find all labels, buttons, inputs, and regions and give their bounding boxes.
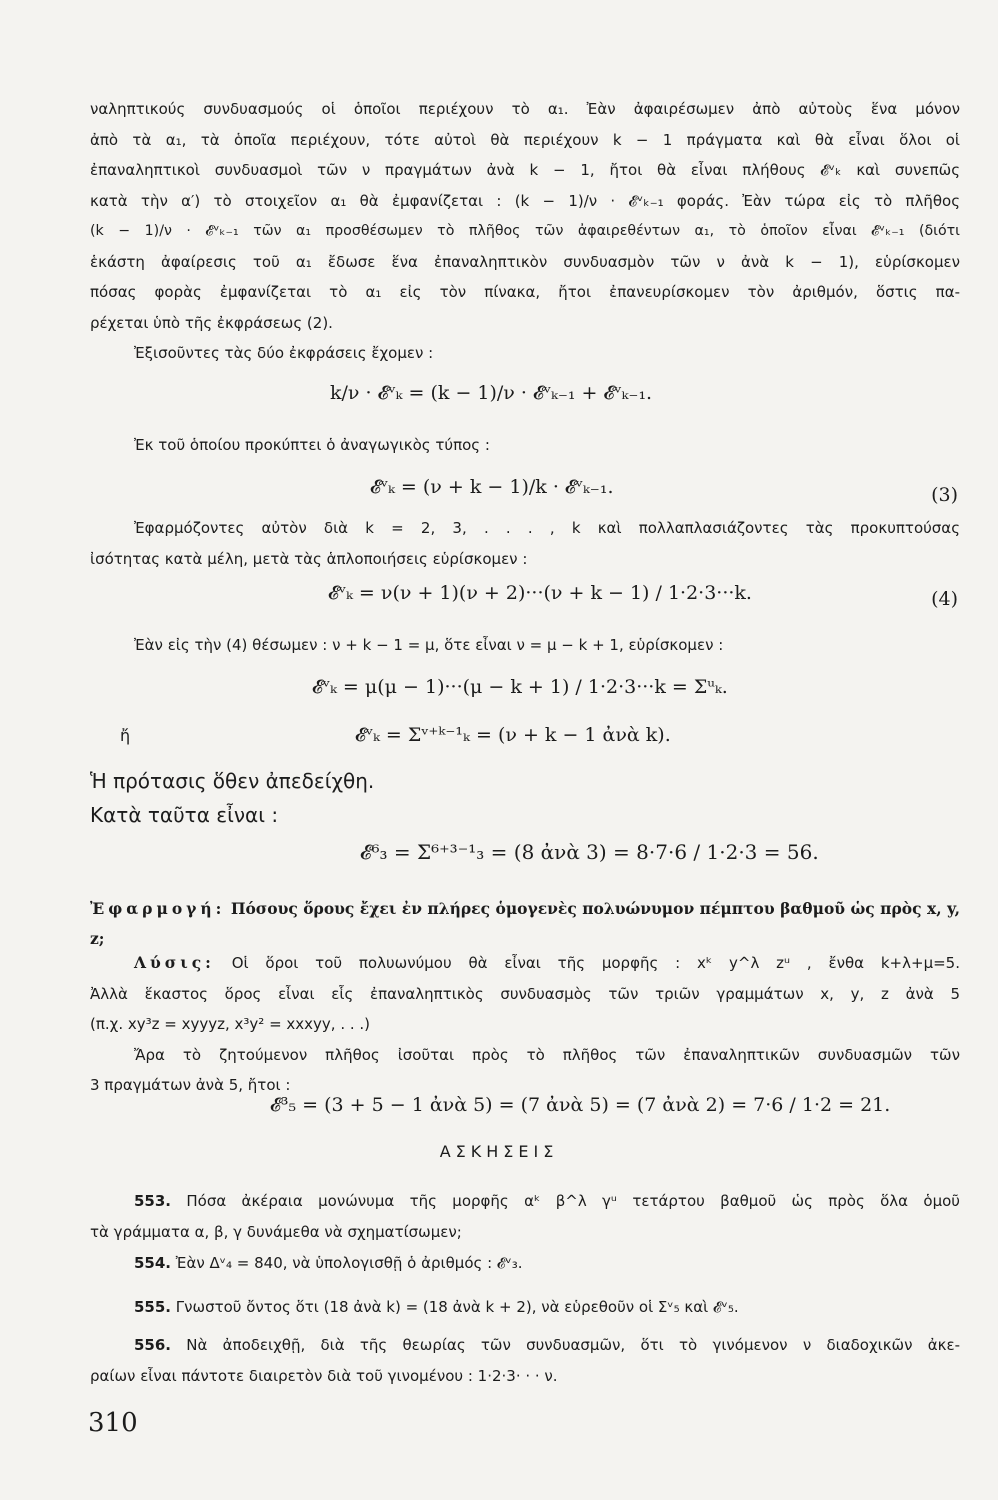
exercise-line	[90, 1330, 960, 1361]
exercise-556	[90, 1330, 960, 1391]
exercise-number: 556.	[134, 1336, 172, 1354]
text-line: 3 πραγμάτων ἀνὰ 5, ἤτοι :	[90, 1076, 291, 1094]
exercise-line	[90, 1248, 960, 1279]
text-line: πόσας φορὰς ἐμφανίζεται τὸ α₁ εἰς τὸν πίνακα, ἤτοι ἐπανευρίσκομεν τὸν ἀριθμόν, ὅστις πα-	[90, 283, 960, 301]
exercise-line	[90, 1292, 960, 1323]
equation-solution: 𝓔³₅ = (3 + 5 − 1 ἀνὰ 5) = (7 ἀνὰ 5) = (7 ἀνὰ 2) = 7·6 / 1·2 = 21.	[270, 1094, 891, 1116]
solution-label: Λύσις:	[134, 953, 215, 972]
page-number: 310	[88, 1408, 138, 1438]
equation-5: 𝓔ᵛₖ = μ(μ − 1)···(μ − k + 1) / 1·2·3···k = Σᵘₖ.	[312, 676, 728, 698]
solution-block	[90, 948, 960, 1101]
equation-4: 𝓔ᵛₖ = ν(ν + 1)(ν + 2)···(ν + k − 1) / 1·2·3···k.	[328, 582, 752, 604]
text-line: Ἀλλὰ ἕκαστος ὅρος εἶναι εἷς ἐπαναληπτικὸς συνδυασμὸς τῶν τριῶν γραμμάτων x, y, z ἀνὰ 5	[90, 984, 960, 1003]
paragraph-reduction	[90, 430, 960, 461]
paragraph-apply	[90, 513, 960, 574]
exercise-text: Γνωστοῦ ὄντος ὅτι (18 ἀνὰ k) = (18 ἀνὰ k + 2), νὰ εὑρεθοῦν οἱ Σᵛ₅ καὶ 𝓔ᵛ₅.	[175, 1298, 739, 1316]
exercise-555	[90, 1292, 960, 1323]
exercise-line: τὰ γράμματα α, β, γ δυνάμεθα νὰ σχηματίσωμεν;	[90, 1222, 462, 1241]
text-line: ρέχεται ὑπὸ τῆς ἐκφράσεως (2).	[90, 313, 333, 332]
text-line: ἑκάστη ἀφαίρεσις τοῦ α₁ ἔδωσε ἕνα ἐπαναληπτικὸν συνδυασμὸν τῶν ν ἀνὰ k − 1), εὑρίσκομεν	[90, 252, 960, 271]
application-line	[90, 894, 960, 954]
exercise-text: Πόσα ἀκέραια μονώνυμα τῆς μορφῆς αᵏ β^λ γᵘ τετάρτου βαθμοῦ ὡς πρὸς ὅλα ὁμοῦ	[186, 1192, 960, 1210]
text-line: ἰσότητας κατὰ μέλη, μετὰ τὰς ἁπλοποιήσεις εὑρίσκομεν :	[90, 549, 528, 568]
text-line: Ἐκ τοῦ ὁποίου προκύπτει ὁ ἀναγωγικὸς τύπος :	[134, 436, 490, 454]
exercise-line	[90, 1186, 960, 1217]
exercise-number: 554.	[134, 1254, 172, 1272]
text-line: (π.χ. xy³z = xyyyz, x³y² = xxxyy, . . .)	[90, 1015, 371, 1033]
application-block	[90, 894, 960, 954]
exercise-553	[90, 1186, 960, 1247]
equation-number-3: (3)	[931, 484, 958, 506]
solution-line	[90, 948, 960, 979]
text-line: κατὰ τὴν α′) τὸ στοιχεῖον α₁ θὰ ἐμφανίζεται : (k − 1)/ν · 𝓔ᵛₖ₋₁ φοράς. Ἐὰν τώρα εἰς τὸ πλῆθος	[90, 191, 960, 210]
exercise-number: 553.	[134, 1192, 172, 1210]
text-line: ἐπαναληπτικοὶ συνδυασμοὶ τῶν ν πραγμάτων ἀνὰ k − 1, ἤτοι θὰ εἶναι πλήθους 𝓔ᵛₖ καὶ συνεπῶς	[90, 161, 960, 179]
text-line: ναληπτικούς συνδυασμούς οἱ ὁποῖοι περιέχουν τὸ α₁. Ἐὰν ἀφαιρέσωμεν ἀπὸ αὐτοὺς ἕνα μόνον	[90, 100, 960, 118]
application-label: Ἐφαρμογή:	[90, 899, 226, 918]
text-line: (k − 1)/ν · 𝓔ᵛₖ₋₁ τῶν α₁ προσθέσωμεν τὸ πλῆθος τῶν ἀφαιρεθέντων α₁, τὸ ὁποῖον εἶναι 𝓔ᵛₖ₋₁ (διότι	[90, 223, 960, 239]
exercise-text: Ἐὰν Δᵛ₄ = 840, νὰ ὑπολογισθῇ ὁ ἀριθμός : 𝓔ᵛ₃.	[175, 1254, 523, 1272]
text-line: ἀπὸ τὰ α₁, τὰ ὁποῖα περιέχουν, τότε αὐτοὶ θὰ περιέχουν k − 1 πράγματα καὶ θὰ εἶναι ὅλοι οἱ	[90, 130, 960, 149]
paragraph-substitution	[90, 630, 960, 661]
text-line-proved: Ἡ πρότασις ὅθεν ἀπεδείχθη.	[90, 769, 375, 793]
paragraph-conclusion	[90, 764, 960, 832]
equation-3: 𝓔ᵛₖ = (ν + k − 1)/k · 𝓔ᵛₖ₋₁.	[370, 476, 614, 498]
or-word: ἤ	[120, 726, 131, 745]
equation-6: 𝓔ᵛₖ = Σᵛ⁺ᵏ⁻¹ₖ = (ν + k − 1 ἀνὰ k).	[355, 724, 671, 746]
text-line: Ἄρα τὸ ζητούμενον πλῆθος ἰσοῦται πρὸς τὸ πλῆθος τῶν ἐπαναληπτικῶν συνδυασμῶν τῶν	[134, 1045, 960, 1064]
exercises-heading: ΑΣΚΗΣΕΙΣ	[439, 1142, 559, 1161]
equation-recurrence: k/ν · 𝓔ᵛₖ = (k − 1)/ν · 𝓔ᵛₖ₋₁ + 𝓔ᵛₖ₋₁.	[330, 382, 653, 404]
text-line: Ἐὰν εἰς τὴν (4) θέσωμεν : ν + k − 1 = μ, ὅτε εἶναι ν = μ − k + 1, εὑρίσκομεν :	[134, 636, 724, 654]
equation-example: 𝓔⁶₃ = Σ⁶⁺³⁻¹₃ = (8 ἀνὰ 3) = 8·7·6 / 1·2·3 = 56.	[360, 840, 819, 864]
paragraph-proof	[90, 94, 960, 369]
exercise-554	[90, 1248, 960, 1279]
application-text: Πόσους ὅρους ἔχει ἐν πλήρες ὁμογενὲς πολυώνυμον πέμπτου βαθμοῦ ὡς πρὸς x, y, z;	[90, 899, 960, 948]
exercise-line: ραίων εἶναι πάντοτε διαιρετὸν διὰ τοῦ γινομένου : 1·2·3· · · ν.	[90, 1366, 558, 1385]
exercise-number: 555.	[134, 1298, 172, 1316]
equation-number-4: (4)	[931, 588, 958, 610]
solution-text: Οἱ ὅροι τοῦ πολυωνύμου θὰ εἶναι τῆς μορφῆς : xᵏ y^λ zᵘ , ἔνθα k+λ+μ=5.	[231, 954, 960, 972]
exercise-text: Νὰ ἀποδειχθῇ, διὰ τῆς θεωρίας τῶν συνδυασμῶν, ὅτι τὸ γινόμενον ν διαδοχικῶν ἀκε-	[186, 1336, 960, 1354]
text-line: Ἐξισοῦντες τὰς δύο ἐκφράσεις ἔχομεν :	[134, 344, 434, 362]
text-line: Ἐφαρμόζοντες αὐτὸν διὰ k = 2, 3, . . . , k καὶ πολλαπλασιάζοντες τὰς προκυπτούσας	[134, 519, 960, 537]
text-line-accordingly: Κατὰ ταῦτα εἶναι :	[90, 803, 279, 827]
